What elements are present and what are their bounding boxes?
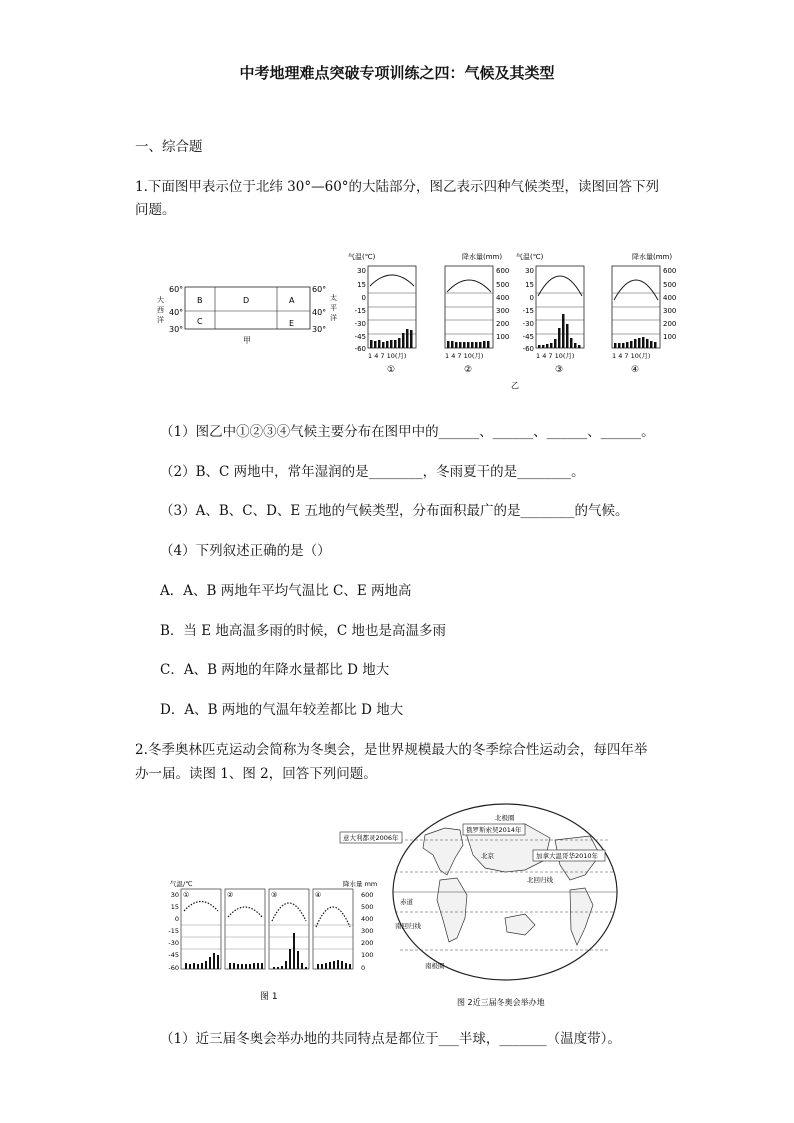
region-d: D <box>243 296 250 305</box>
yi-label-3: ③ <box>555 365 564 375</box>
pacific-char-3: 洋 <box>330 314 337 322</box>
fig1-temp-label: 气温/℃ <box>170 880 193 888</box>
svg-text:600: 600 <box>496 267 510 275</box>
svg-text:-30: -30 <box>354 320 366 328</box>
fig1-chart-3 <box>269 889 309 969</box>
antarctic-circle-label: 南极圈 <box>425 962 445 970</box>
svg-text:1 4 7 10(月): 1 4 7 10(月) <box>445 352 484 360</box>
svg-text:600: 600 <box>361 891 374 899</box>
yi-label-4: ④ <box>631 365 640 375</box>
svg-text:600: 600 <box>663 267 677 275</box>
svg-text:100: 100 <box>361 951 374 959</box>
figure-yi-caption: 乙 <box>511 381 519 390</box>
svg-text:1 4 7 10(月): 1 4 7 10(月) <box>536 352 575 360</box>
svg-text:-30: -30 <box>168 939 179 947</box>
atlantic-char-1: 大 <box>157 296 164 304</box>
svg-text:-15: -15 <box>522 307 534 315</box>
svg-text:400: 400 <box>663 294 677 302</box>
region-c: C <box>197 317 203 326</box>
fig1-label-2: ② <box>227 891 234 899</box>
q1-option-d: D．A、B 两地的气温年较差都比 D 地大 <box>160 702 404 718</box>
q1-sub3: （3）A、B、C、D、E 五地的气候类型，分布面积最广的是________的气候。 <box>160 503 629 519</box>
yi-precip-label-2: 降水量(mm) <box>632 253 673 261</box>
fig1-label-4: ④ <box>315 891 322 899</box>
svg-text:15: 15 <box>170 903 179 911</box>
figure-1 <box>165 875 385 1005</box>
q1-sub1: （1）图乙中①②③④气候主要分布在图甲中的______、______、______、______。 <box>160 424 655 440</box>
region-e: E <box>289 319 295 328</box>
q1-option-a: A．A、B 两地年平均气温比 C、E 两地高 <box>160 583 412 599</box>
atlantic-char-2: 西 <box>157 306 164 314</box>
climate-chart-4 <box>612 266 660 348</box>
svg-text:-15: -15 <box>354 307 366 315</box>
beijing-label: 北京 <box>481 852 494 860</box>
svg-text:400: 400 <box>361 915 374 923</box>
svg-text:-30: -30 <box>522 320 534 328</box>
svg-text:300: 300 <box>663 307 677 315</box>
italy-label: 意大利都灵2006年 <box>343 834 399 842</box>
fig1-chart-1 <box>181 889 221 969</box>
lat-labels-left <box>169 285 183 334</box>
figure-2-caption: 图 2近三届冬奥会举办地 <box>457 998 545 1007</box>
yi-label-1: ① <box>387 365 396 375</box>
yi-temp-label-1: 气温(℃) <box>348 253 376 261</box>
svg-text:200: 200 <box>663 320 677 328</box>
figure-jia <box>155 275 340 345</box>
lat-40-left: 40° <box>169 308 184 317</box>
russia-label: 俄罗斯索契2014年 <box>466 826 522 834</box>
q1-sub2: （2）B、C 两地中，常年湿润的是________，冬雨夏干的是________。 <box>160 464 585 480</box>
figure-yi <box>340 248 690 393</box>
lat-60-left: 60° <box>169 285 184 294</box>
svg-text:-60: -60 <box>522 345 534 353</box>
arctic-circle-label: 北极圈 <box>495 814 515 822</box>
q1-option-b: B．当 E 地高温多雨的时候，C 地也是高温多雨 <box>160 623 446 639</box>
svg-text:0: 0 <box>529 294 534 302</box>
svg-text:30: 30 <box>170 891 179 899</box>
lat-60-right: 60° <box>312 285 327 294</box>
pacific-char-2: 平 <box>330 304 337 312</box>
q1-sub4: （4）下列叙述正确的是（） <box>160 543 331 559</box>
pacific-char-1: 太 <box>330 294 337 302</box>
lat-30-left: 30° <box>169 325 184 334</box>
svg-text:15: 15 <box>525 281 534 289</box>
climate-chart-3 <box>536 266 584 348</box>
fig1-chart-2 <box>225 889 265 969</box>
q1-stem-line1: 1.下面图甲表示位于北纬 30°—60°的大陆部分，图乙表示四种气候类型，读图回答下列 <box>135 179 660 195</box>
canada-label: 加拿大温哥华2010年 <box>536 852 599 860</box>
svg-text:500: 500 <box>663 281 677 289</box>
svg-text:-45: -45 <box>168 951 179 959</box>
svg-text:500: 500 <box>496 281 510 289</box>
svg-text:300: 300 <box>496 307 510 315</box>
svg-text:1 4 7 10(月): 1 4 7 10(月) <box>368 352 407 360</box>
svg-text:-45: -45 <box>522 333 534 341</box>
lat-40-right: 40° <box>312 308 327 317</box>
svg-text:-60: -60 <box>168 964 179 972</box>
svg-text:0: 0 <box>361 964 366 972</box>
region-a: A <box>289 296 295 305</box>
fig1-label-3: ③ <box>271 891 278 899</box>
svg-text:200: 200 <box>496 320 510 328</box>
fig1-chart-4 <box>313 889 353 969</box>
yi-temp-label-2: 气温(℃) <box>516 253 544 261</box>
svg-text:-45: -45 <box>354 333 366 341</box>
region-b: B <box>197 296 203 305</box>
svg-text:0: 0 <box>361 294 366 302</box>
equator-label: 赤道 <box>400 898 413 906</box>
fig1-label-1: ① <box>183 891 190 899</box>
atlantic-char-3: 洋 <box>157 316 164 324</box>
svg-text:100: 100 <box>496 333 510 341</box>
svg-text:-60: -60 <box>354 345 366 353</box>
svg-text:15: 15 <box>357 281 366 289</box>
tropic-north-label: 北回归线 <box>527 876 553 884</box>
q2-stem-line2: 办一届。读图 1、图 2，回答下列问题。 <box>135 766 377 782</box>
section-heading: 一、综合题 <box>135 139 203 155</box>
svg-text:500: 500 <box>361 903 374 911</box>
svg-text:400: 400 <box>496 294 510 302</box>
q2-sub1: （1）近三届冬奥会举办地的共同特点是都位于___半球，_______（温度带）。 <box>160 1031 621 1047</box>
yi-label-2: ② <box>464 365 473 375</box>
climate-chart-2 <box>445 266 493 348</box>
lat-30-right: 30° <box>312 325 327 334</box>
q1-stem-line2: 问题。 <box>135 202 176 218</box>
yi-precip-label-1: 降水量(mm) <box>462 253 503 261</box>
figure-1-caption: 图 1 <box>260 992 278 1002</box>
svg-text:30: 30 <box>525 267 534 275</box>
figure-jia-caption: 甲 <box>243 336 251 345</box>
tropic-south-label: 南回归线 <box>395 922 421 930</box>
svg-text:0: 0 <box>174 915 179 923</box>
svg-text:100: 100 <box>663 333 677 341</box>
svg-text:30: 30 <box>357 267 366 275</box>
q2-stem-line1: 2.冬季奥林匹克运动会简称为冬奥会，是世界规模最大的冬季综合性运动会，每四年举 <box>135 742 648 758</box>
climate-chart-1 <box>368 266 416 348</box>
q1-option-c: C．A、B 两地的年降水量都比 D 地大 <box>160 662 390 678</box>
svg-text:-15: -15 <box>168 927 179 935</box>
svg-text:1 4 7 10(月): 1 4 7 10(月) <box>612 352 651 360</box>
svg-text:200: 200 <box>361 939 374 947</box>
page-title: 中考地理难点突破专项训练之四：气候及其类型 <box>239 64 555 82</box>
svg-text:300: 300 <box>361 927 374 935</box>
fig1-precip-label: 降水量 mm <box>343 880 378 888</box>
